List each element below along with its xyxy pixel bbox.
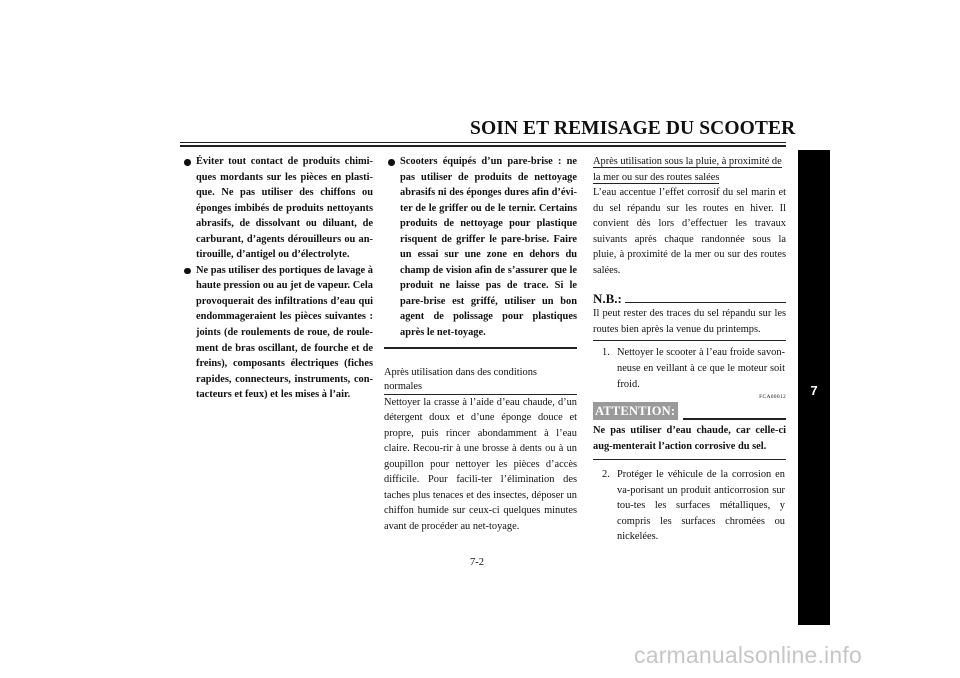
- bullet-text: Éviter tout contact de produits chimi-ques mordants sur les pièces en plasti-que. Ne pas utiliser des chiffons ou éponges imbibés de produits nettoyants abrasifs, de dissolvant ou diluant, de carburant, d’agents dérouilleurs ou an-tirouille, d’antigel ou d’électrolyte.: [196, 156, 373, 261]
- section-text: L’eau accentue l’effet corrosif du sel marin et du sel répandu sur les routes en hiver. Il convient dès lors d’effectuer les travaux suivants après chaque randonnée sous la pluie, à proximité de la mer ou sur des routes salées.: [593, 187, 786, 276]
- column-1: [180, 154, 373, 403]
- page-header-title: SOIN ET REMISAGE DU SCOOTER: [470, 118, 796, 139]
- bullet-list-1: [180, 154, 373, 403]
- attention-label: ATTENTION:: [593, 402, 678, 420]
- column-2: [384, 154, 577, 534]
- bullet-icon: [184, 159, 191, 166]
- column-3: [593, 154, 786, 545]
- bullet-icon: [184, 268, 191, 275]
- chapter-number: 7: [810, 383, 818, 398]
- bullet-icon: [388, 159, 395, 166]
- section-text: Nettoyer la crasse à l’aide d’eau chaude, d’un détergent doux et d’une éponge douce et propre, puis rincer abondamment à l’eau claire. Recou-rir à une brosse à dents ou à un goupillon pour nettoyer les pièces d’accès difficile. Pour facili-ter l’élimination des taches plus tenaces et des insectes, déposer un chiffon humide sur ceux-ci quelques minutes avant de procéder au net-toyage.: [384, 396, 577, 532]
- bullet-text: Ne pas utiliser des portiques de lavage à haute pression ou au jet de vapeur. Cela provoquerait des infiltrations d’eau qui endommageraient les pièces suivantes : joints (de roulements de roue, de roule-ment de bras oscillant, de fourche et de freins), composants électriques (fiches rapides, connecteurs, instruments, con-tacteurs et feux) et les mises à l’air.: [196, 264, 373, 401]
- attention-rule: [683, 418, 786, 420]
- step-text: Protéger le véhicule de la corrosion en va-porisant un produit anticorrosion sur tou-tes les surfaces métalliques, y compris les surfaces chromées ou nickelées.: [617, 469, 785, 543]
- section-normal-use: [384, 366, 577, 535]
- attention-header: [593, 402, 786, 420]
- list-item: [593, 467, 786, 545]
- note-label: N.B.:: [593, 291, 622, 307]
- note-end-rule: [593, 340, 786, 341]
- watermark: carmanualsonline.info: [634, 642, 862, 668]
- header-rule-thick: [180, 145, 786, 147]
- note-text: Il peut rester des traces du sel répandu sur les routes bien après la venue du printemps.: [593, 308, 786, 335]
- steps-list-1: [593, 345, 786, 392]
- note-header: [593, 291, 786, 306]
- attention-end-rule: [593, 459, 786, 460]
- page-number: 7-2: [470, 557, 484, 568]
- list-item: [180, 154, 373, 263]
- note-rule: [625, 302, 786, 303]
- bullet-text: Scooters équipés d’un pare-brise : ne pas utiliser de produits de nettoyage abrasifs ni des éponges dures afin d’évi-ter de le griffer ou de le ternir. Certains produits de nettoyage pour plastique risquent de griffer le pare-brise. Faire un essai sur une zone en dehors du champ de vision afin de s’assurer que le produit ne laisse pas de trace. Si le pare-brise est griffé, utiliser un bon agent de polissage pour plastiques après le net-toyage.: [400, 156, 577, 339]
- list-item: [384, 154, 577, 341]
- attention-text: Ne pas utiliser d’eau chaude, car celle-ci aug-menterait l’action corrosive du sel.: [593, 425, 786, 452]
- header-rule-thin: [180, 142, 786, 143]
- section-title: Après utilisation dans des conditions normales: [384, 366, 577, 395]
- section-salt-use: [593, 154, 786, 278]
- list-item: [593, 345, 786, 392]
- step-text: Nettoyer le scooter à l’eau froide savon-neuse en veillant à ce que le moteur soit froid.: [617, 347, 785, 390]
- section-title: Après utilisation sous la pluie, à proximité de la mer ou sur des routes salées: [593, 156, 782, 183]
- step-number: 1.: [602, 347, 610, 359]
- reference-code: FCA00012: [759, 394, 786, 401]
- steps-list-2: [593, 467, 786, 545]
- caution-end-rule: [384, 347, 577, 349]
- step-number: 2.: [602, 469, 610, 481]
- bullet-list-2: [384, 154, 577, 341]
- list-item: [180, 263, 373, 403]
